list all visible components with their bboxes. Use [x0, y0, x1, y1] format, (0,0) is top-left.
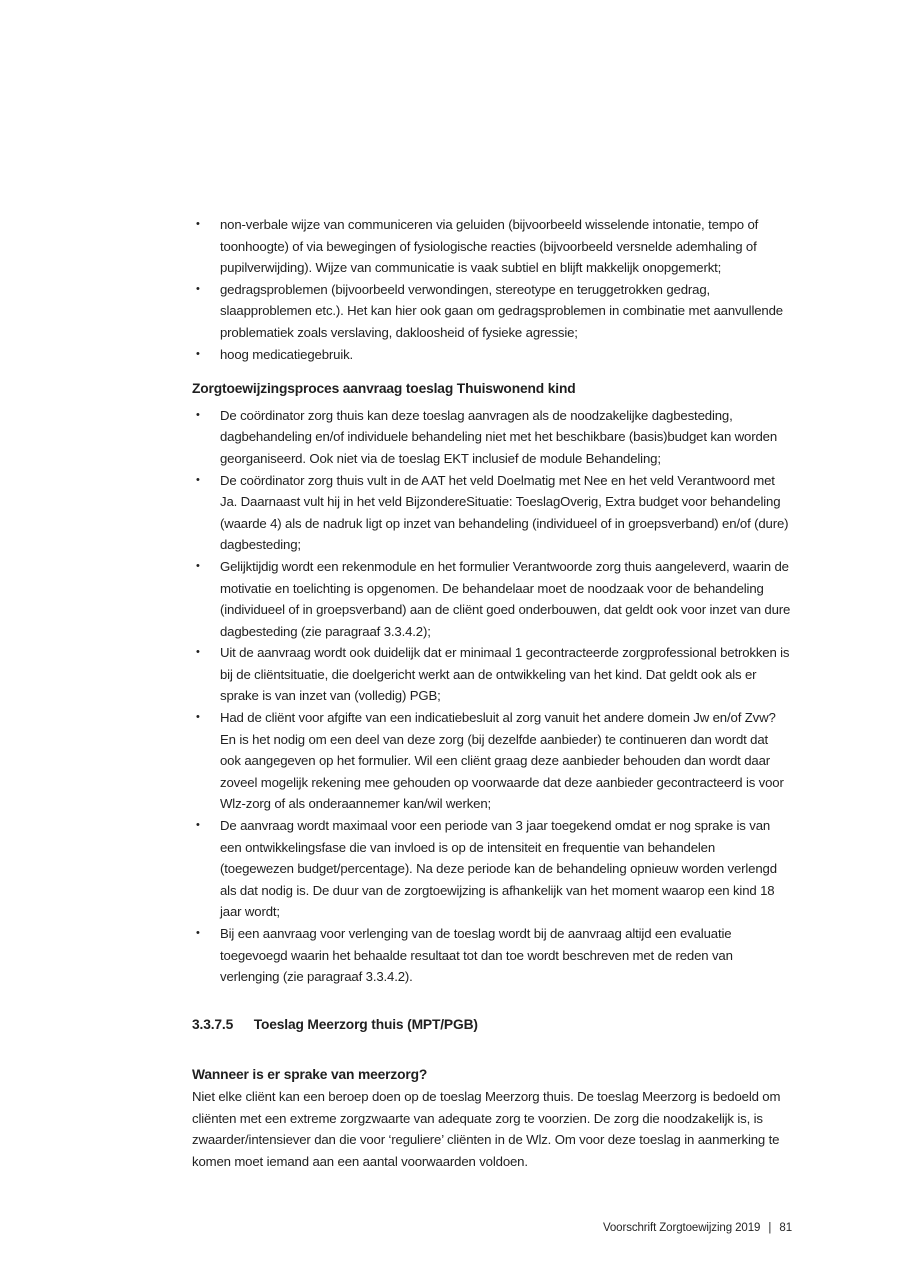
process-bullet-list [192, 405, 792, 988]
list-item [192, 815, 792, 923]
list-item [192, 470, 792, 556]
list-item [192, 214, 792, 279]
meerzorg-paragraph: Niet elke cliënt kan een beroep doen op de toeslag Meerzorg thuis. De toeslag Meerzorg is bedoeld om cliënten met een extreme zorgzwaarte van adequate zorg te voorzien. De zorg die noodzakelijk is, is zwaarder/intensiever dan die voor ‘reguliere’ cliënten in de Wlz. Om voor deze toeslag in aanmerking te komen moet iemand aan een aantal voorwaarden voldoen. [192, 1088, 781, 1169]
list-item [192, 344, 792, 366]
list-item-text: Gelijktijdig wordt een rekenmodule en het formulier Verantwoorde zorg thuis aangeleverd, waarin de motivatie en toelichting is opgenomen. De behandelaar moet de noodzaak voor de behandeling (individueel of in groepsverband) aan de cliënt goed onderbouwen, dat geldt ook voor inzet van dure dagbesteding (zie paragraaf 3.3.4.2); [220, 558, 791, 639]
section-title: Toeslag Meerzorg thuis (MPT/PGB) [253, 1016, 478, 1032]
list-item [192, 279, 792, 344]
list-item [192, 556, 792, 642]
list-item-text: Bij een aanvraag voor verlenging van de toeslag wordt bij de aanvraag altijd een evaluatie toegevoegd waarin het behaalde resultaat tot dan toe wordt beschreven met de reden van verlenging (zie paragraaf 3.3.4.2). [220, 926, 733, 985]
bullet-icon: • [196, 473, 200, 486]
list-item [192, 405, 792, 470]
page-footer [603, 1222, 792, 1234]
footer-page-number: 81 [779, 1222, 792, 1234]
numbered-section-heading [192, 1014, 792, 1036]
list-item-text: De aanvraag wordt maximaal voor een periode van 3 jaar toegekend omdat er nog sprake is van een ontwikkelingsfase die van invloed is op de intensiteit en frequentie van behandelen (toegewezen budget/percentage). Na deze periode kan de behandeling opnieuw worden verlengd als dat nodig is. De duur van de zorgtoewijzing is afhankelijk van het moment waarop een kind 18 jaar wordt; [220, 818, 777, 920]
intro-bullet-list [192, 214, 792, 365]
list-item-text: hoog medicatiegebruik. [220, 346, 354, 362]
footer-doc-title: Voorschrift Zorgtoewijzing 2019 [602, 1222, 761, 1234]
bullet-icon: • [196, 711, 200, 724]
bullet-icon: • [196, 218, 200, 230]
list-item-text: De coördinator zorg thuis vult in de AAT het veld Doelmatig met Nee en het veld Verantwoord met Ja. Daarnaast vult hij in het veld BijzondereSituatie: ToeslagOverig, Extra budget voor behandeling (waarde 4) als de nadruk ligt op inzet van behandeling (individueel of in groepsverband) en/of (dure) dagbesteding; [220, 472, 789, 553]
bullet-icon: • [196, 927, 200, 939]
list-item [192, 707, 792, 815]
bullet-icon: • [196, 559, 200, 572]
footer-separator: | [768, 1222, 772, 1234]
meerzorg-question-heading: Wanneer is er sprake van meerzorg? [192, 1067, 428, 1083]
list-item [192, 642, 792, 707]
section-number: 3.3.7.5 [192, 1016, 234, 1032]
list-item [192, 923, 792, 988]
list-item-text: non-verbale wijze van communiceren via geluiden (bijvoorbeeld wisselende intonatie, tempo of toonhoogte) of via bewegingen of fysiologische reacties (bijvoorbeeld versnelde ademhaling of pupilverwijding). Wijze van communicatie is vaak subtiel en blijft makkelijk onopgemerkt; [220, 217, 759, 276]
list-item-text: De coördinator zorg thuis kan deze toeslag aanvragen als de noodzakelijke dagbesteding, dagbehandeling en/of individuele behandeling niet met het beschikbare (basis)budget kan worden georganiseerd. Ook niet via de toeslag EKT inclusief de module Behandeling; [220, 407, 778, 466]
section-heading-zorgtoewijzingsproces: Zorgtoewijzingsproces aanvraag toeslag Thuiswonend kind [192, 381, 576, 397]
list-item-text: Uit de aanvraag wordt ook duidelijk dat er minimaal 1 gecontracteerde zorgprofessional betrokken is bij de cliëntsituatie, die doelgericht werkt aan de ontwikkeling van het kind. Dat geldt ook als er sprake is van inzet van (volledig) PGB; [220, 645, 790, 704]
bullet-icon: • [196, 408, 200, 421]
page-content [192, 214, 792, 1172]
bullet-icon: • [196, 347, 200, 360]
list-item-text: Had de cliënt voor afgifte van een indicatiebesluit al zorg vanuit het andere domein Jw en/of Zvw? En is het nodig om een deel van deze zorg (bij dezelfde aanbieder) te continueren dan wordt dat ook aangegeven op het formulier. Wil een cliënt graag deze aanbieder behouden dan wordt daar zoveel mogelijk rekening mee gehouden op voorwaarde dat deze aanbieder gecontracteerd is voor Wlz-zorg of als onderaannemer kan/wil werken; [220, 710, 784, 812]
list-item-text: gedragsproblemen (bijvoorbeeld verwondingen, stereotype en teruggetrokken gedrag, slaapproblemen etc.). Het kan hier ook gaan om gedragsproblemen in combinatie met aanvullende problematiek zoals verslaving, dakloosheid of fysieke agressie; [220, 281, 783, 340]
bullet-icon: • [196, 819, 200, 832]
bullet-icon: • [196, 282, 200, 295]
bullet-icon: • [196, 646, 200, 659]
